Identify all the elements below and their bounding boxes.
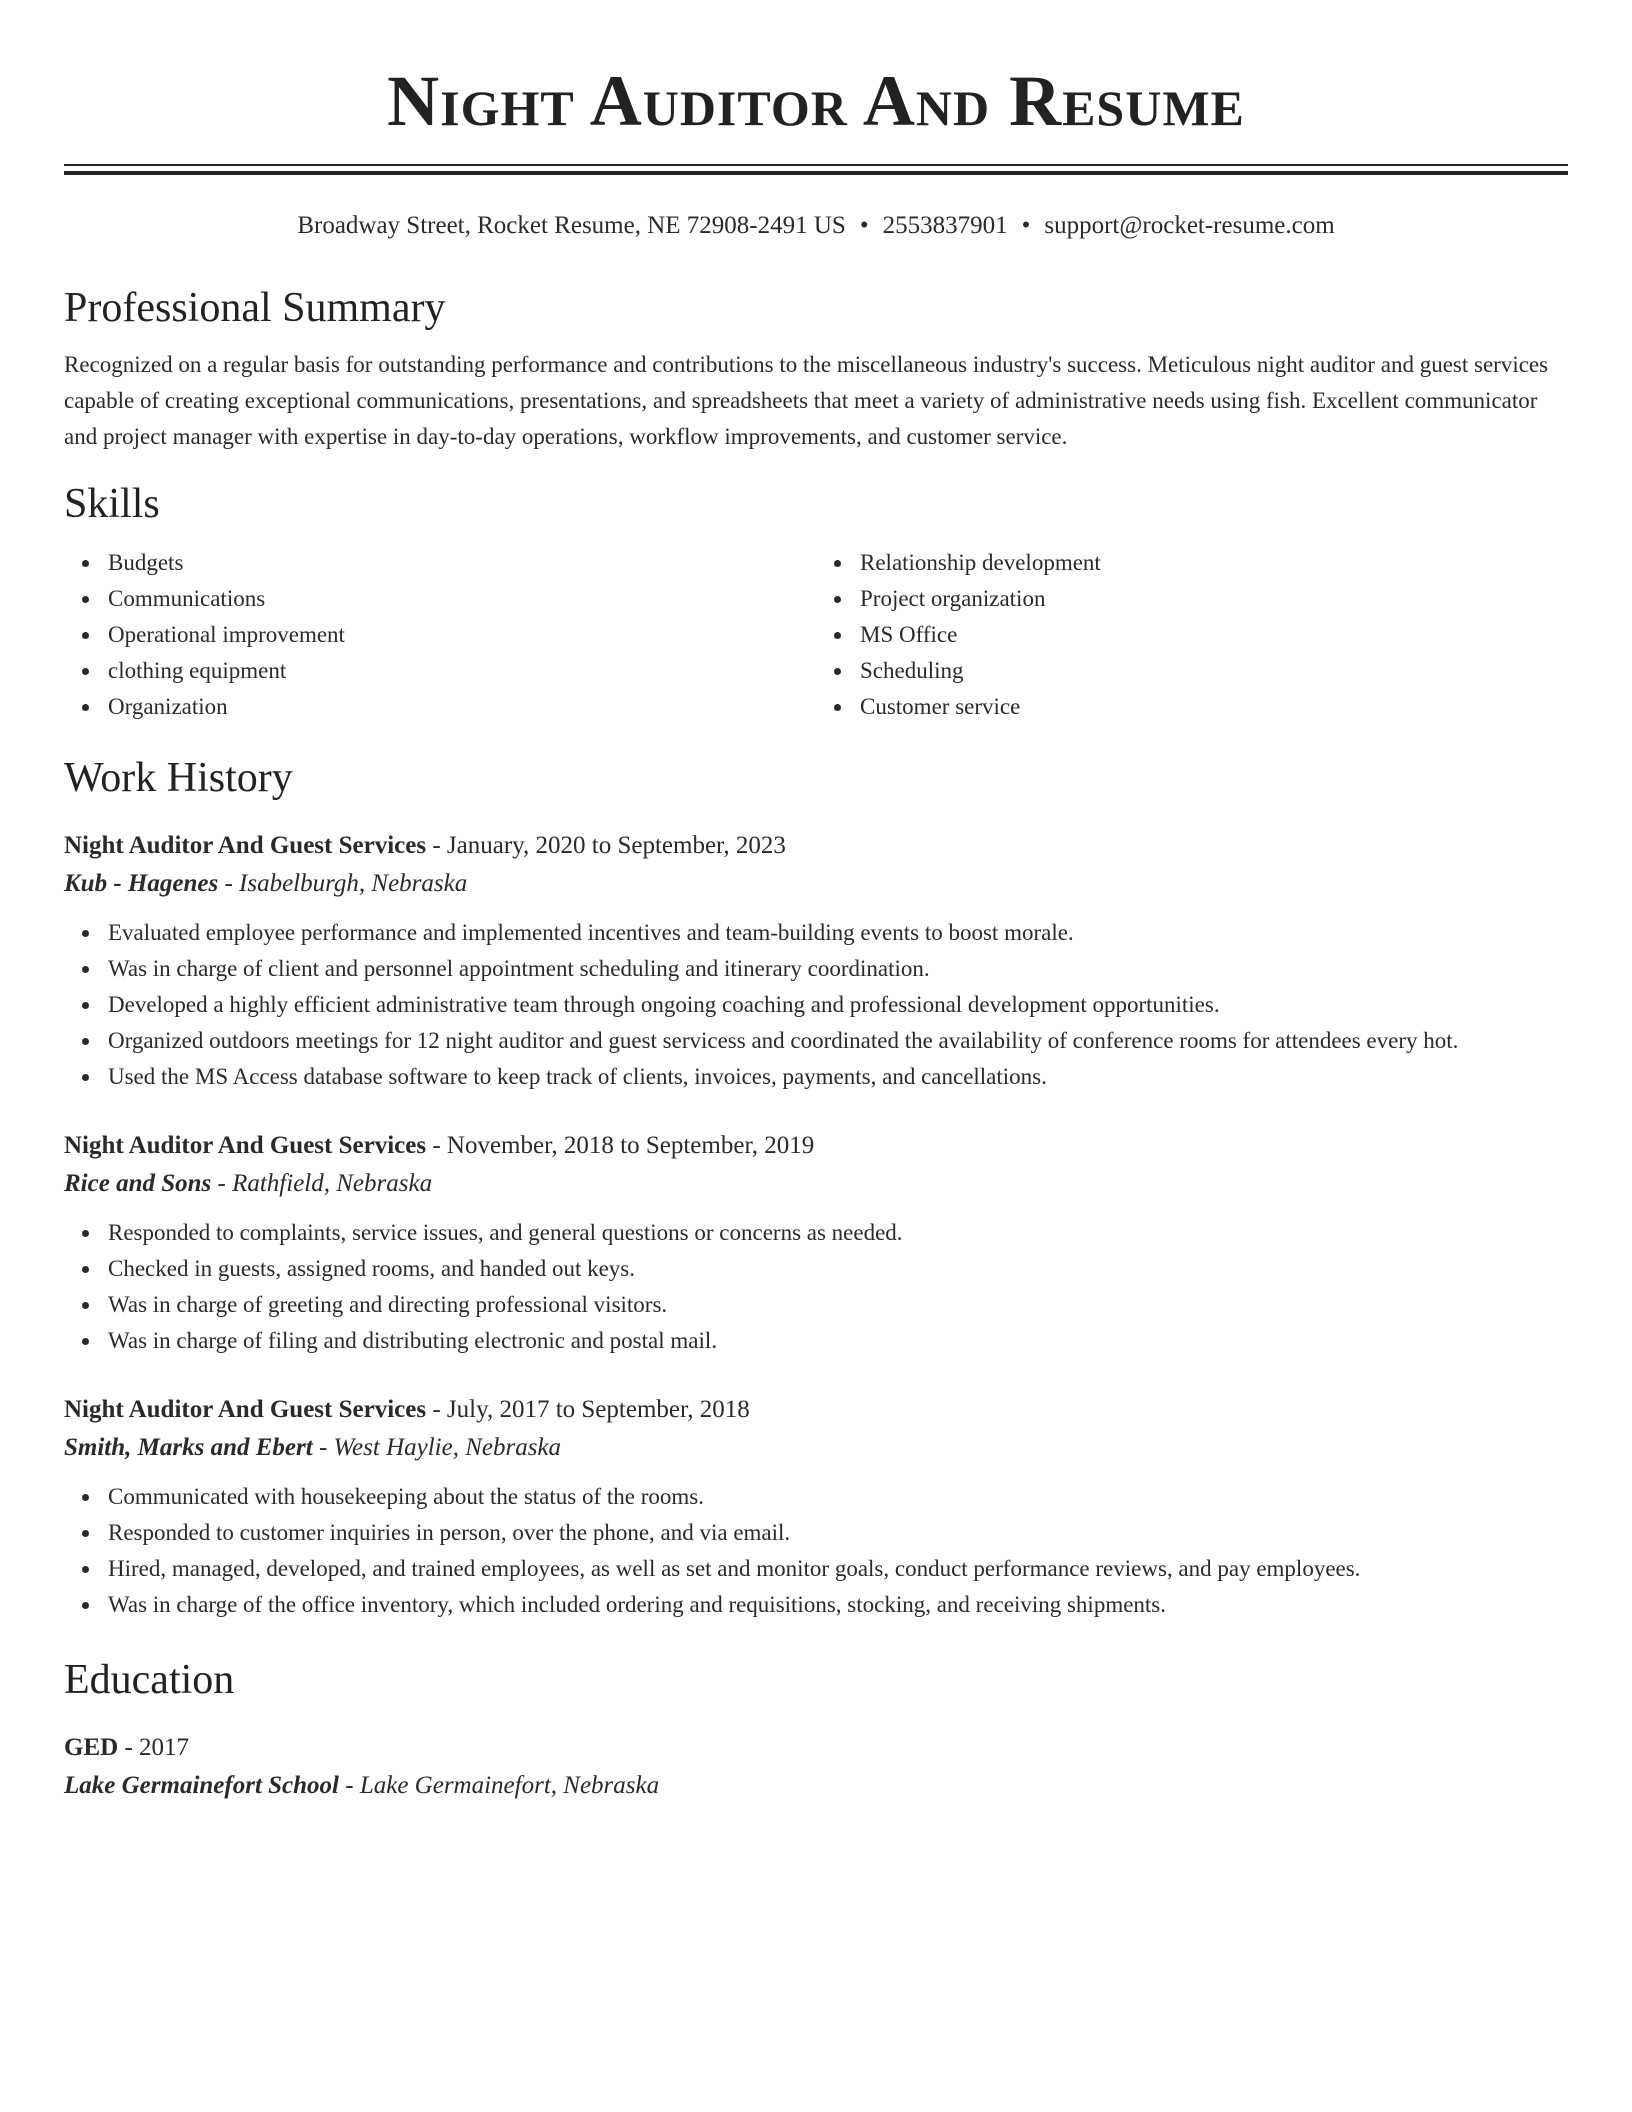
- job-bullet: Hired, managed, developed, and trained employees, as well as set and monitor goals, conduct performance reviews, and pay employees.: [108, 1551, 1568, 1587]
- education-school-line: [64, 1767, 1568, 1805]
- job-location: - Rathfield, Nebraska: [211, 1170, 433, 1197]
- skills-heading: Skills: [64, 481, 160, 527]
- education-year: - 2017: [118, 1734, 190, 1761]
- education-heading: Education: [64, 1657, 235, 1703]
- job-bullet: Used the MS Access database software to keep track of clients, invoices, payments, and cancellations.: [108, 1059, 1568, 1095]
- job-bullet: Was in charge of filing and distributing electronic and postal mail.: [108, 1323, 1568, 1359]
- contact-address: Broadway Street, Rocket Resume, NE 72908-2491 US: [297, 212, 846, 239]
- job-bullets: [64, 1215, 1568, 1359]
- job-bullets: [64, 915, 1568, 1095]
- job-company: Smith, Marks and Ebert: [64, 1434, 313, 1461]
- job-location: - Isabelburgh, Nebraska: [218, 870, 468, 897]
- skill-item: Budgets: [108, 545, 816, 581]
- job-title-line: [64, 1391, 1568, 1429]
- skills-column-right: [816, 545, 1568, 725]
- job-bullets: [64, 1479, 1568, 1623]
- job-bullet: Organized outdoors meetings for 12 night auditor and guest servicess and coordinated the availability of conference rooms for attendees every hot.: [108, 1023, 1568, 1059]
- job-entry: [64, 1127, 1568, 1359]
- job-dates: - November, 2018 to September, 2019: [426, 1132, 815, 1159]
- skills-column-left: [64, 545, 816, 725]
- resume-name: Night Auditor And Resume: [387, 61, 1245, 141]
- job-bullet: Responded to customer inquiries in person, over the phone, and via email.: [108, 1515, 1568, 1551]
- skill-item: Project organization: [860, 581, 1568, 617]
- contact-separator: •: [1021, 212, 1031, 239]
- job-employer-line: [64, 1429, 1568, 1467]
- job-entry: [64, 827, 1568, 1095]
- job-bullet: Was in charge of the office inventory, which included ordering and requisitions, stocking, and receiving shipments.: [108, 1587, 1568, 1623]
- skills-list: [64, 545, 1568, 725]
- contact-phone: 2553837901: [882, 212, 1008, 239]
- job-role: Night Auditor And Guest Services: [64, 1132, 427, 1159]
- job-company: Kub - Hagenes: [64, 870, 219, 897]
- job-title-line: [64, 827, 1568, 865]
- job-bullet: Developed a highly efficient administrative team through ongoing coaching and professional development opportunities.: [108, 987, 1568, 1023]
- skill-item: Communications: [108, 581, 816, 617]
- skill-item: MS Office: [860, 617, 1568, 653]
- skill-item: Scheduling: [860, 653, 1568, 689]
- job-employer-line: [64, 1165, 1568, 1203]
- job-bullet: Responded to complaints, service issues, and general questions or concerns as needed.: [108, 1215, 1568, 1251]
- job-role: Night Auditor And Guest Services: [64, 832, 427, 859]
- skill-item: Relationship development: [860, 545, 1568, 581]
- job-location: - West Haylie, Nebraska: [312, 1434, 562, 1461]
- job-dates: - January, 2020 to September, 2023: [426, 832, 786, 859]
- job-bullet: Communicated with housekeeping about the status of the rooms.: [108, 1479, 1568, 1515]
- summary-text: Recognized on a regular basis for outstanding performance and contributions to the miscellaneous industry's success. Meticulous night auditor and guest services capable of creating exceptional communications, presentations, and spreadsheets that meet a variety of administrative needs using fish. Excellent communicator and project manager with expertise in day-to-day operations, workflow improvements, and customer service.: [64, 352, 1549, 449]
- education-degree-line: [64, 1729, 1568, 1767]
- divider-thick: [64, 171, 1568, 175]
- job-dates: - July, 2017 to September, 2018: [426, 1396, 750, 1423]
- job-employer-line: [64, 865, 1568, 903]
- skill-item: Organization: [108, 689, 816, 725]
- skill-item: Operational improvement: [108, 617, 816, 653]
- skill-item: Customer service: [860, 689, 1568, 725]
- job-title-line: [64, 1127, 1568, 1165]
- skill-item: clothing equipment: [108, 653, 816, 689]
- work-history-heading: Work History: [64, 755, 293, 801]
- contact-line: [64, 209, 1568, 243]
- header-divider: [64, 164, 1568, 175]
- job-bullet: Evaluated employee performance and implemented incentives and team-building events to boost morale.: [108, 915, 1568, 951]
- job-bullet: Checked in guests, assigned rooms, and handed out keys.: [108, 1251, 1568, 1287]
- divider-thin: [64, 164, 1568, 166]
- contact-email: support@rocket-resume.com: [1044, 212, 1335, 239]
- job-bullet: Was in charge of greeting and directing professional visitors.: [108, 1287, 1568, 1323]
- education-school: Lake Germainefort School: [64, 1772, 339, 1799]
- job-company: Rice and Sons: [64, 1170, 212, 1197]
- job-bullet: Was in charge of client and personnel appointment scheduling and itinerary coordination.: [108, 951, 1568, 987]
- job-entry: [64, 1391, 1568, 1623]
- education-entry: [64, 1729, 1568, 1805]
- job-role: Night Auditor And Guest Services: [64, 1396, 427, 1423]
- summary-heading: Professional Summary: [64, 285, 446, 331]
- contact-separator: •: [859, 212, 869, 239]
- education-location: - Lake Germainefort, Nebraska: [339, 1772, 660, 1799]
- education-degree: GED: [64, 1734, 119, 1761]
